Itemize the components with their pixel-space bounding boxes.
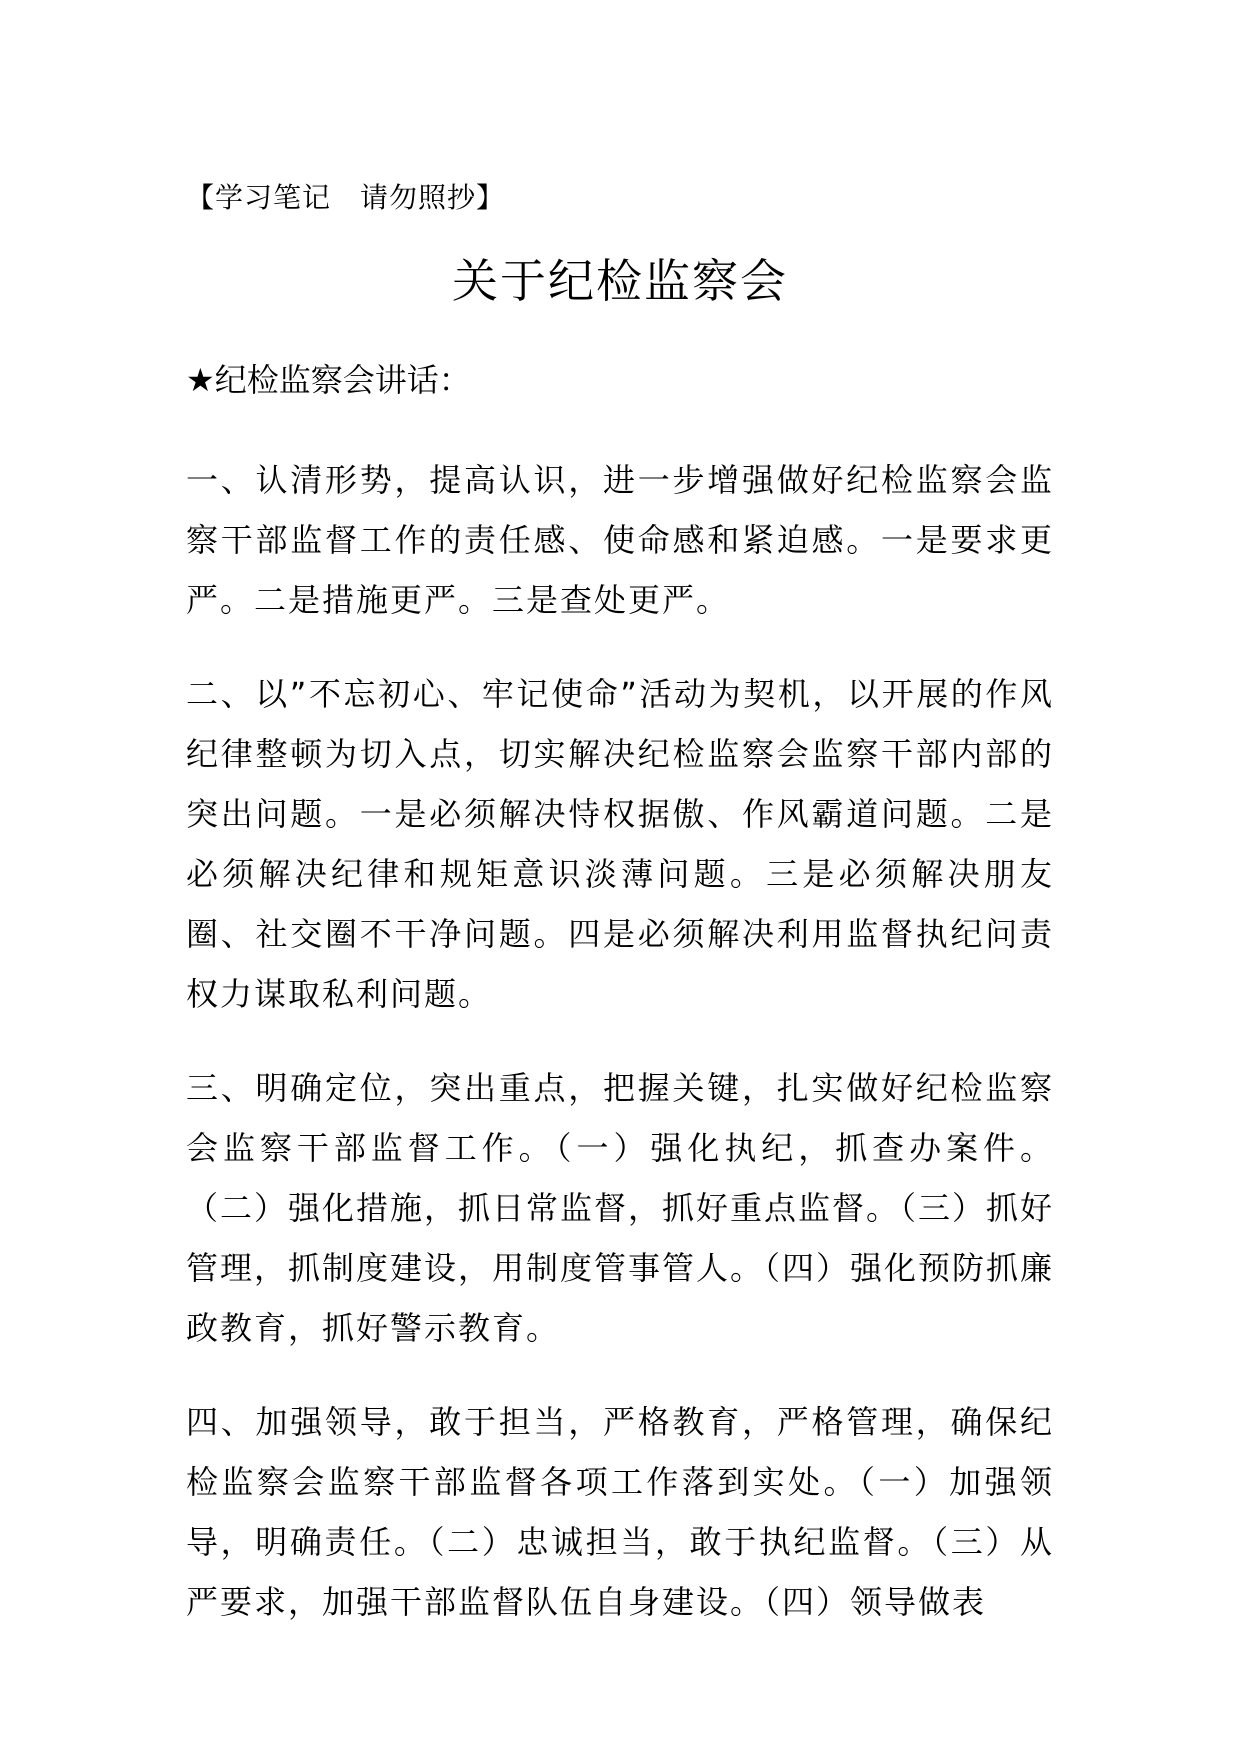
paragraph-3: 三、明确定位，突出重点，把握关键，扎实做好纪检监察会监察干部监督工作。（一）强化执纪，抓查办案件。（二）强化措施，抓日常监督，抓好重点监督。（三）抓好管理，抓制度建设，用制度管事管人。（四）强化预防抓廉政教育，抓好警示教育。 bbox=[186, 1069, 1055, 1347]
header-note: 【学习笔记 请勿照抄】 bbox=[186, 181, 506, 214]
section-heading: ★纪检监察会讲话： bbox=[186, 361, 471, 399]
document-body bbox=[186, 450, 1054, 1666]
paragraph-4: 四、加强领导，敢于担当，严格教育，严格管理，确保纪检监察会监察干部监督各项工作落到实处。（一）加强领导，明确责任。（二）忠诚担当，敢于执纪监督。（三）从严要求，加强干部监督队伍自身建设。（四）领导做表 bbox=[186, 1403, 1054, 1621]
paragraph-1: 一、认清形势，提高认识，进一步增强做好纪检监察会监察干部监督工作的责任感、使命感和紧迫感。一是要求更严。二是措施更严。三是查处更严。 bbox=[186, 461, 1054, 619]
document-title: 关于纪检监察会 bbox=[452, 254, 788, 308]
paragraph-2: 二、以”不忘初心、牢记使命”活动为契机，以开展的作风纪律整顿为切入点，切实解决纪检监察会监察干部内部的突出问题。一是必须解决恃权据傲、作风霸道问题。二是必须解决纪律和规矩意识淡薄问题。三是必须解决朋友圈、社交圈不干净问题。四是必须解决利用监督执纪问责权力谋取私利问题。 bbox=[186, 675, 1054, 1013]
